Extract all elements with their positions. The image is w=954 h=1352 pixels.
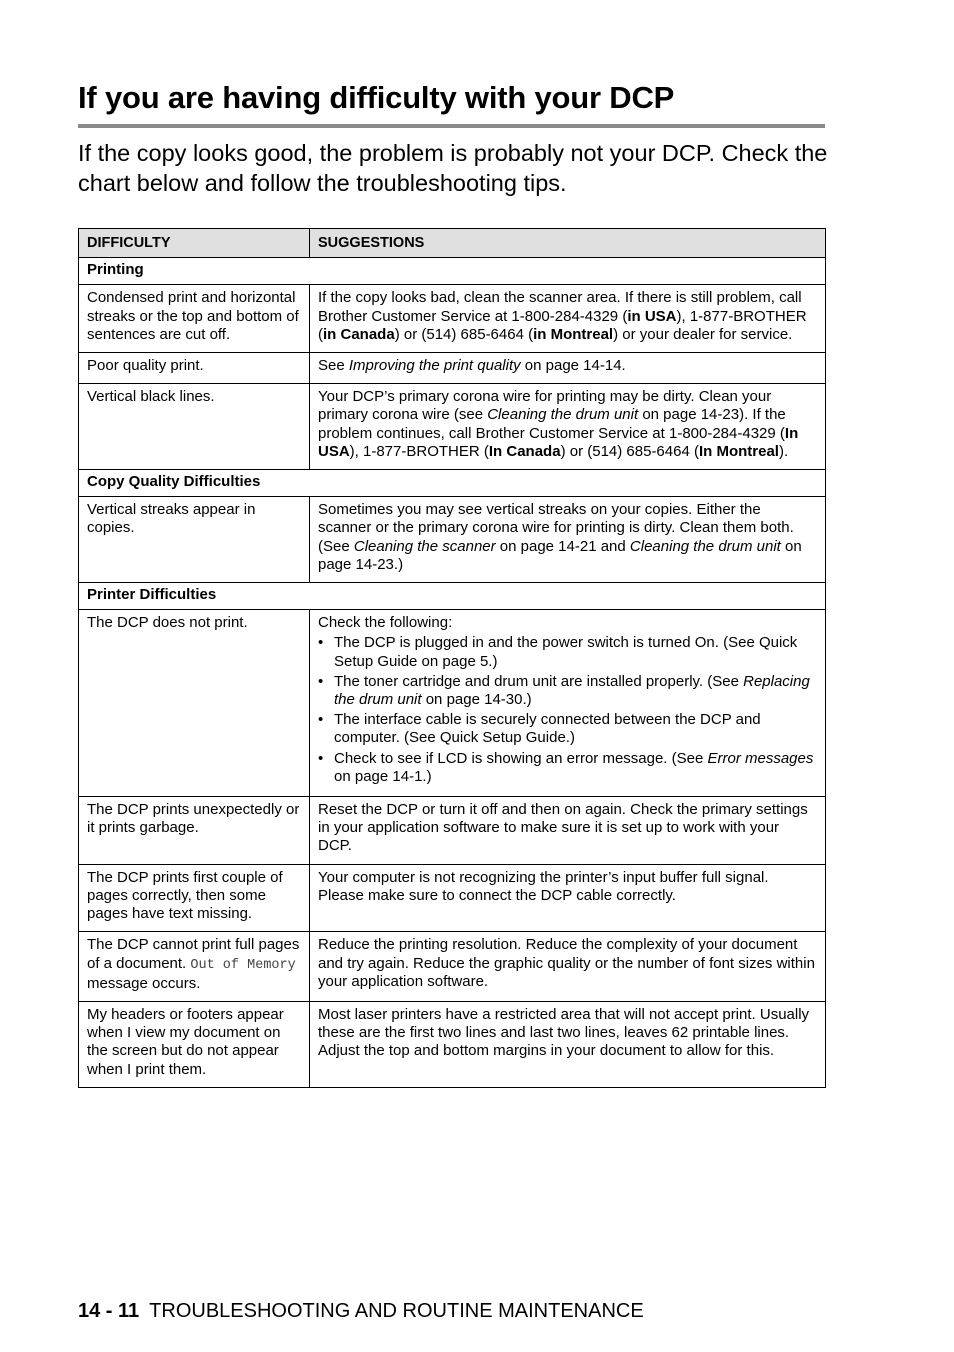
section-heading: Printing (79, 258, 826, 285)
difficulty-cell: Vertical streaks appear in copies. (79, 497, 310, 583)
text-segment: The interface cable is securely connected between the DCP and computer. (See Quick Setup Guide.) (334, 711, 761, 747)
table-row (79, 610, 826, 797)
suggestion-cell (310, 384, 826, 470)
difficulty-cell: Condensed print and horizontal streaks or the top and bottom of sentences are cut off. (79, 285, 310, 353)
text-segment: ), 1-877-BROTHER ( (349, 442, 489, 460)
cross-reference: Error messages (707, 749, 814, 767)
section-row-copy-quality (79, 470, 826, 497)
lcd-message: Out of Memory (190, 957, 296, 973)
text-segment: on page 14-21 and (495, 537, 630, 555)
table-row (79, 353, 826, 384)
list-item (318, 750, 817, 786)
text-segment: ) or (514) 685-6464 ( (394, 325, 534, 343)
bold-segment: In USA (318, 424, 799, 460)
text-segment: on page 14-14. (520, 357, 626, 375)
text-segment: Your DCP’s primary corona wire for printing may be dirty. Clean your primary corona wire (see (318, 388, 772, 424)
checklist (318, 634, 817, 786)
cross-reference: Replacing the drum unit (334, 672, 810, 709)
difficulty-cell: The DCP prints first couple of pages correctly, then some pages have text missing. (79, 864, 310, 932)
list-item (318, 634, 817, 670)
table-row (79, 797, 826, 865)
table-row (79, 384, 826, 470)
bold-segment: in Canada (323, 325, 395, 343)
text-segment: on page 14-30.) (421, 691, 532, 709)
suggestion-cell: Reduce the printing resolution. Reduce the complexity of your document and try again. Reduce the graphic quality or the number of font sizes within your application software. (310, 932, 826, 1002)
bullet-icon: • (318, 672, 324, 690)
table-row (79, 932, 826, 1002)
page-title: If you are having difficulty with your DCP (78, 80, 675, 115)
table-header-row (79, 229, 826, 258)
suggestion-cell: Most laser printers have a restricted area that will not accept print. Usually these are the first two lines and last two lines, leaves 62 printable lines. Adjust the top and bottom margins in your document to allow for this. (310, 1001, 826, 1087)
chapter-title: TROUBLESHOOTING AND ROUTINE MAINTENANCE (149, 1300, 644, 1322)
text-segment: message occurs. (87, 974, 201, 992)
text-segment: ). (778, 442, 789, 460)
bold-segment: in USA (627, 307, 677, 325)
difficulty-cell: My headers or footers appear when I view my document on the screen but do not appear when I print them. (79, 1001, 310, 1087)
difficulty-cell: The DCP does not print. (79, 610, 310, 797)
text-segment: on page 14-1.) (334, 767, 432, 785)
text-segment: ), 1-877-BROTHER ( (318, 307, 807, 343)
list-item (318, 673, 817, 709)
text-segment: The DCP is plugged in and the power switch is turned On. (See Quick Setup Guide on page 5.) (334, 634, 798, 670)
page-number: 14 - 11 (78, 1300, 140, 1322)
bullet-icon: • (318, 711, 324, 729)
table-row (79, 285, 826, 353)
section-row-printing (79, 258, 826, 285)
bold-segment: In Montreal (698, 442, 779, 460)
checklist-intro: Check the following: (318, 614, 453, 632)
table-row (79, 864, 826, 932)
intro-paragraph: If the copy looks good, the problem is probably not your DCP. Check the chart below and follow the troubleshooting tips. (78, 140, 828, 196)
difficulty-cell: Vertical black lines. (79, 384, 310, 470)
suggestion-cell (310, 353, 826, 384)
title-underline (78, 124, 825, 128)
page-footer (78, 1300, 644, 1323)
difficulty-cell (79, 932, 310, 1002)
text-segment: The DCP cannot print full pages of a document. (87, 936, 300, 972)
section-heading: Printer Difficulties (79, 583, 826, 610)
difficulty-cell: Poor quality print. (79, 353, 310, 384)
cross-reference: Cleaning the drum unit (487, 406, 639, 424)
bold-segment: In Canada (488, 442, 561, 460)
text-segment: If the copy looks bad, clean the scanner area. If there is still problem, call Brother Customer Service at 1-800-284-4329 ( (318, 289, 802, 325)
suggestion-cell: Your computer is not recognizing the printer’s input buffer full signal. Please make sure to connect the DCP cable correctly. (310, 864, 826, 932)
text-segment: Check to see if LCD is showing an error message. (See (334, 749, 708, 767)
difficulty-column-header: DIFFICULTY (79, 229, 310, 258)
text-segment: on page 14-23). If the problem continues, call Brother Customer Service at 1-800-284-4329 ( (318, 406, 786, 442)
list-item (318, 711, 817, 747)
bullet-icon: • (318, 749, 324, 767)
section-heading: Copy Quality Difficulties (79, 470, 826, 497)
troubleshooting-table (78, 228, 826, 1088)
text-segment: ) or your dealer for service. (613, 325, 793, 343)
cross-reference: Cleaning the scanner (353, 537, 496, 555)
table-row (79, 1001, 826, 1087)
section-row-printer (79, 583, 826, 610)
suggestion-cell: Reset the DCP or turn it off and then on again. Check the primary settings in your application software to make sure it is set up to work with your DCP. (310, 797, 826, 865)
text-segment: ) or (514) 685-6464 ( (560, 442, 699, 460)
cross-reference: Cleaning the drum unit (629, 537, 781, 555)
text-segment: The toner cartridge and drum unit are installed properly. (See (334, 672, 744, 690)
difficulty-cell: The DCP prints unexpectedly or it prints garbage. (79, 797, 310, 865)
suggestion-cell (310, 610, 826, 797)
bullet-icon: • (318, 634, 324, 652)
table-row (79, 497, 826, 583)
cross-reference: Improving the print quality (348, 357, 521, 375)
suggestion-cell (310, 497, 826, 583)
text-segment: on page 14-23.) (318, 537, 802, 573)
text-segment: See (318, 357, 349, 375)
text-segment: Sometimes you may see vertical streaks on your copies. Either the scanner or the primary corona wire for printing is dirty. Clean them both. (See (318, 501, 794, 555)
bold-segment: in Montreal (533, 325, 614, 343)
suggestion-cell (310, 285, 826, 353)
suggestions-column-header: SUGGESTIONS (310, 229, 826, 258)
